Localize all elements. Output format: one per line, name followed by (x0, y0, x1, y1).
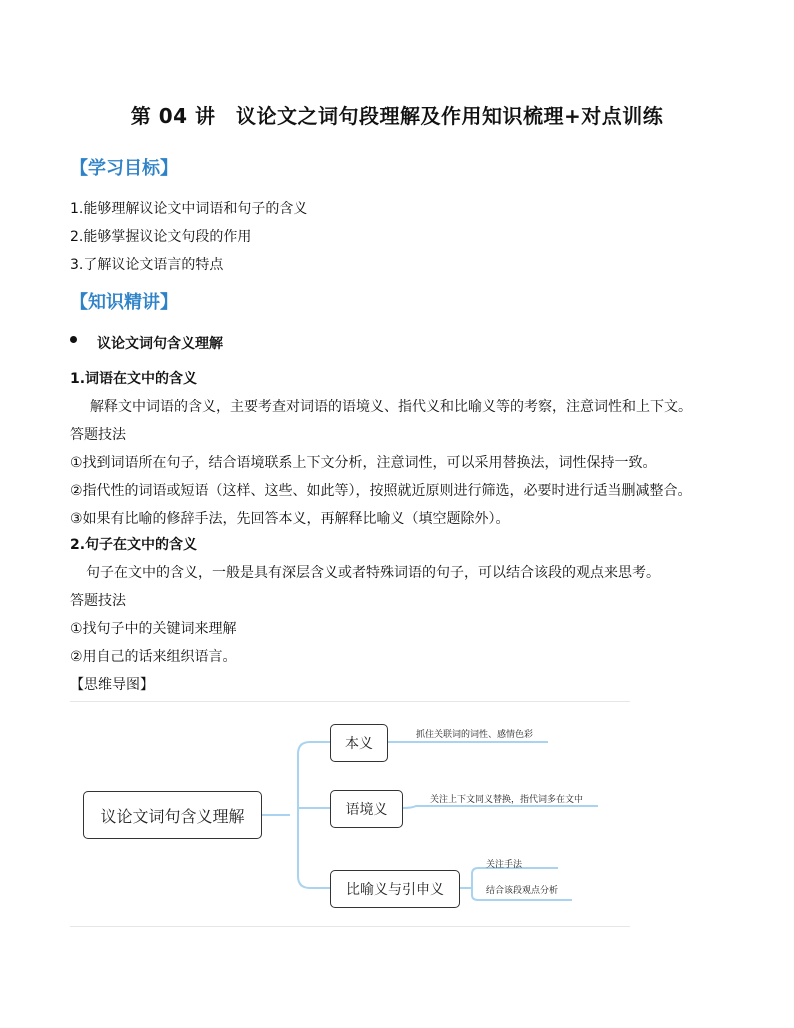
part1-step: ①找到词语所在句子，结合语境联系上下文分析，注意词性，可以采用替换法，词性保持一致。 (70, 455, 657, 471)
mindmap-root-label: 议论文词句含义理解 (100, 806, 245, 826)
mindmap-leaf: 关注手法 (486, 860, 523, 870)
mindmap-bottom-rule (70, 926, 630, 927)
part2-step: ①找句子中的关键词来理解 (70, 621, 237, 637)
part2-step: ②用自己的话来组织语言。 (70, 649, 237, 665)
bullet-heading: 议论文词句含义理解 (97, 336, 223, 352)
knowledge-heading: 【知识精讲】 (70, 292, 178, 313)
mindmap-branch-node (330, 790, 403, 828)
mindmap-branch-label: 语境义 (345, 802, 388, 818)
part2-intro: 句子在文中的含义，一般是具有深层含义或者特殊词语的句子，可以结合该段的观点来思考。 (86, 565, 660, 581)
mindmap-branch-label: 本义 (345, 736, 373, 752)
goals-heading: 【学习目标】 (70, 158, 178, 179)
part1-step: ③如果有比喻的修辞手法，先回答本义，再解释比喻义（填空题除外）。 (70, 511, 510, 527)
mindmap-branch-node (330, 724, 388, 762)
part2-heading: 2.句子在文中的含义 (70, 537, 198, 553)
part1-step: ②指代性的词语或短语（这样、这些、如此等），按照就近原则进行筛选，必要时进行适当删减整合。 (70, 483, 692, 499)
part1-method-label: 答题技法 (70, 427, 126, 443)
mindmap-root-node (83, 791, 262, 839)
mindmap-leaf: 结合该段观点分析 (486, 886, 559, 896)
goal-item: 3.了解议论文语言的特点 (70, 257, 224, 273)
mindmap-branch-label: 比喻义与引申义 (346, 882, 444, 898)
mindmap-branch-node (330, 870, 460, 908)
part1-heading: 1.词语在文中的含义 (70, 371, 198, 387)
part2-method-label: 答题技法 (70, 593, 126, 609)
mindmap-label: 【思维导图】 (70, 677, 154, 693)
mindmap-leaf: 关注上下文同义替换，指代词多在文中 (430, 795, 584, 805)
goal-item: 1.能够理解议论文中词语和句子的含义 (70, 201, 308, 217)
part1-intro: 解释文中词语的含义，主要考查对词语的语境义、指代义和比喻义等的考察，注意词性和上下文。 (90, 399, 692, 415)
mindmap-leaf: 抓住关联词的词性、感情色彩 (416, 730, 534, 740)
goal-item: 2.能够掌握议论文句段的作用 (70, 229, 252, 245)
page-title: 第 04 讲 议论文之词句段理解及作用知识梳理+对点训练 (130, 104, 664, 128)
